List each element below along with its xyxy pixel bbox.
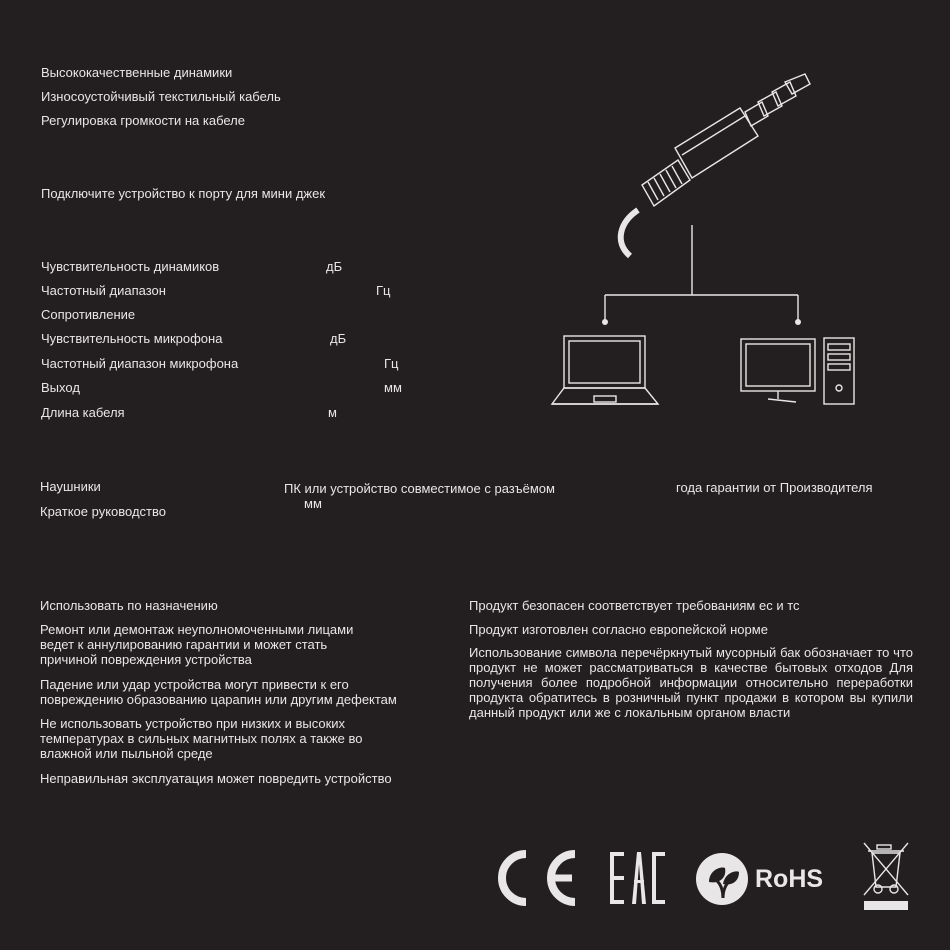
- eac-mark: [610, 852, 665, 904]
- requirements-text: ПК или устройство совместимое с разъёмом: [284, 481, 555, 496]
- feature-volume: Регулировка громкости на кабеле: [41, 113, 245, 128]
- ce-mark: [498, 850, 583, 906]
- spec-label: Чувствительность динамиков: [41, 259, 220, 274]
- leaf-icon: [695, 852, 749, 906]
- spec-label: Частотный диапазон: [41, 283, 166, 298]
- weee-text: Использование символа перечёркнутый мусорный бак обозначает то что продукт не может рассматриваться в качестве бытовых отходов Для получения более подробной информации относительно переработки продукта обратитесь в розничный пункт продажи в котором вы купили данный продукт или же с локальным органом власти: [469, 645, 913, 720]
- warranty-text: года гарантии от Производителя: [676, 480, 873, 495]
- rohs-mark: [695, 852, 830, 906]
- crossed-bin-icon: [860, 837, 912, 912]
- spec-unit: дБ: [326, 259, 343, 274]
- feature-cable: Износоустойчивый текстильный кабель: [41, 89, 281, 104]
- connection-diagram: [595, 225, 810, 330]
- spec-label: Частотный диапазон микрофона: [41, 356, 239, 371]
- spec-unit: мм: [384, 380, 402, 395]
- rohs-label: RoHS: [755, 865, 824, 893]
- package-item-headphones: Наушники: [40, 479, 101, 494]
- spec-unit: м: [328, 405, 337, 420]
- spec-label: Чувствительность микрофона: [41, 331, 223, 346]
- spec-unit: Гц: [376, 283, 391, 298]
- spec-unit: дБ: [330, 331, 347, 346]
- safety-item: Падение или удар устройства могут привести к его повреждению образованию царапин или другим дефектам: [40, 677, 397, 707]
- safety-item: Ремонт или демонтаж неуполномоченными лицами ведет к аннулированию гарантии и может стать причиной повреждения устройства: [40, 622, 354, 667]
- spec-unit: Гц: [384, 356, 399, 371]
- safety-item: Неправильная эксплуатация может повредить устройство: [40, 771, 392, 786]
- spec-label: Сопротивление: [41, 307, 136, 322]
- feature-speakers: Высококачественные динамики: [41, 65, 233, 80]
- desktop-pc-icon: [738, 336, 858, 408]
- package-item-manual: Краткое руководство: [40, 504, 166, 519]
- safety-item: Использовать по назначению: [40, 598, 218, 613]
- spec-label: Длина кабеля: [41, 405, 125, 420]
- safety-item: Продукт изготовлен согласно европейской норме: [469, 622, 768, 637]
- laptop-icon: [548, 334, 663, 410]
- safety-item: Не использовать устройство при низких и высоких температурах в сильных магнитных полях а также во влажной или пыльной среде: [40, 716, 363, 761]
- spec-label: Выход: [41, 380, 80, 395]
- safety-item: Продукт безопасен соответствует требованиям ес и тс: [469, 598, 800, 613]
- connect-text: Подключите устройство к порту для мини джек: [41, 186, 326, 201]
- requirements-unit: мм: [304, 496, 322, 511]
